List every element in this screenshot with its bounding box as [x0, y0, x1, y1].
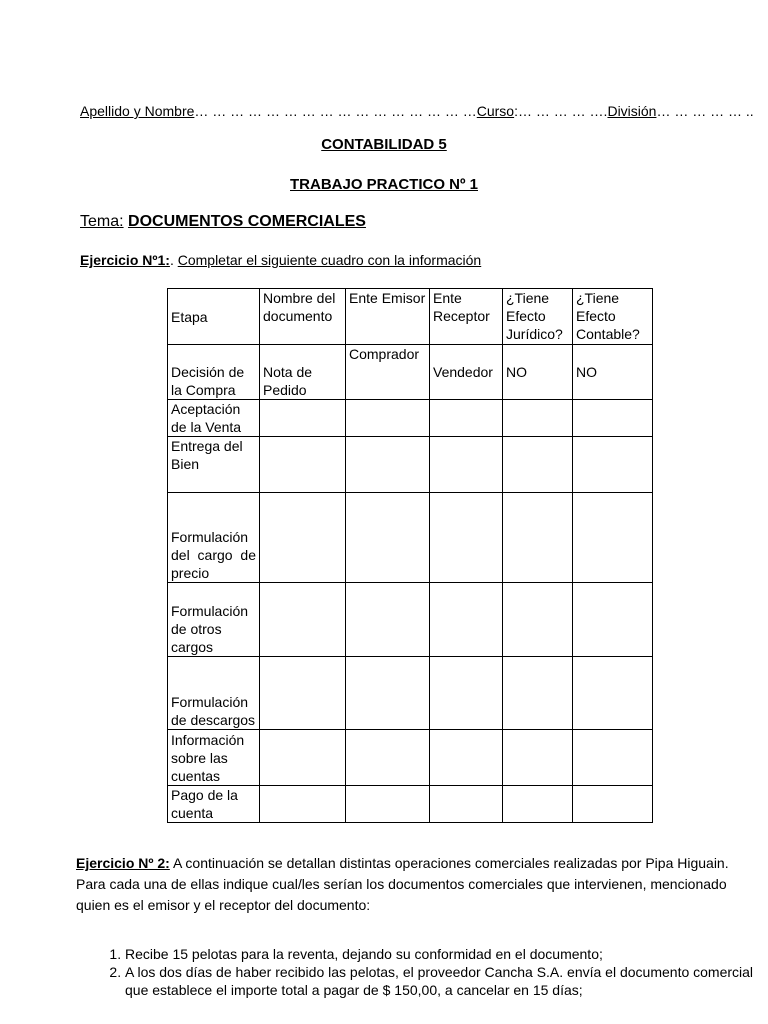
exercise-1-text: Completar el siguiente cuadro con la información: [177, 252, 482, 268]
table-cell[interactable]: [346, 583, 430, 657]
table-cell[interactable]: [430, 730, 503, 786]
name-blank: … … … … … … … … … … … … … … … …: [194, 103, 477, 119]
table-cell[interactable]: [346, 786, 430, 823]
table-cell[interactable]: [573, 493, 653, 583]
table-cell: Pago de la cuenta: [168, 786, 260, 823]
header-cell: Ente Receptor: [430, 289, 503, 345]
division-blank: … … … … … ..: [656, 103, 754, 119]
table-cell: Formulación de otros cargos: [168, 583, 260, 657]
table-cell[interactable]: [260, 400, 346, 437]
table-cell[interactable]: [260, 657, 346, 730]
table-row: [168, 437, 653, 493]
header-cell: ¿Tiene Efecto Jurídico?: [503, 289, 573, 345]
topic-value: DOCUMENTOS COMERCIALES: [128, 213, 366, 230]
curso-label: Curso: [476, 103, 515, 119]
table-cell[interactable]: [430, 583, 503, 657]
curso-blank: :… … … … ….: [514, 103, 608, 119]
table-cell[interactable]: [503, 400, 573, 437]
table-cell[interactable]: [573, 657, 653, 730]
table-cell[interactable]: [260, 493, 346, 583]
header-cell: ¿Tiene Efecto Contable?: [573, 289, 653, 345]
document-subtitle: TRABAJO PRACTICO Nº 1: [290, 176, 478, 193]
table-cell[interactable]: [260, 786, 346, 823]
list-item: 2. A los dos días de haber recibido las pelotas, el proveedor Cancha S.A. envía el documento comercial que establece el importe total a pagar de $ 150,00, a cancelar en 15 días;: [125, 963, 768, 999]
table-cell[interactable]: [430, 786, 503, 823]
table-row: [168, 730, 653, 786]
table-cell: Decisión de la Compra: [168, 345, 260, 400]
table-cell[interactable]: [503, 730, 573, 786]
topic-label: Tema:: [80, 213, 124, 230]
table-cell[interactable]: [503, 437, 573, 493]
topic-line: [80, 213, 366, 231]
table-row: [168, 583, 653, 657]
table-cell[interactable]: [260, 583, 346, 657]
table-cell[interactable]: [503, 786, 573, 823]
table-cell[interactable]: [430, 437, 503, 493]
table-cell[interactable]: [573, 583, 653, 657]
header-cell: Etapa: [168, 289, 260, 345]
header-cell: Nombre del documento: [260, 289, 346, 345]
exercise-1-heading: [80, 252, 481, 268]
table-cell: Información sobre las cuentas: [168, 730, 260, 786]
table-cell: Vendedor: [430, 345, 503, 400]
table-cell: Aceptación de la Venta: [168, 400, 260, 437]
table-cell[interactable]: [503, 657, 573, 730]
table-cell[interactable]: [573, 786, 653, 823]
exercise-2-text: A continuación se detallan distintas operaciones comerciales realizadas por Pipa Higuain. Para cada una de ellas indique cual/les serían los documentos comerciales que intervienen, mencionado quien es el emisor y el receptor del documento:: [76, 855, 729, 913]
table-cell[interactable]: [503, 493, 573, 583]
table-cell[interactable]: [346, 400, 430, 437]
table-cell: NO: [503, 345, 573, 400]
table-cell: Nota de Pedido: [260, 345, 346, 400]
name-label: Apellido y Nombre: [80, 103, 195, 119]
exercise-1-label: Ejercicio Nº1:: [80, 252, 170, 268]
table-cell[interactable]: [573, 730, 653, 786]
documents-table: [167, 288, 653, 823]
table-cell[interactable]: [430, 493, 503, 583]
table-cell[interactable]: [503, 583, 573, 657]
table-cell: Entrega del Bien: [168, 437, 260, 493]
table-cell[interactable]: [573, 400, 653, 437]
table-row: [168, 345, 653, 400]
table-cell[interactable]: [260, 730, 346, 786]
table-row: [168, 786, 653, 823]
table-row: [168, 657, 653, 730]
header-cell: Ente Emisor: [346, 289, 430, 345]
table-cell[interactable]: [430, 657, 503, 730]
table-cell[interactable]: [430, 400, 503, 437]
table-header-row: [168, 289, 653, 345]
table-cell[interactable]: [346, 437, 430, 493]
exercise-1-sep: .: [169, 252, 174, 268]
table-cell[interactable]: [346, 730, 430, 786]
division-label: División: [607, 103, 657, 119]
operations-list: [103, 945, 768, 999]
table-cell: Formulación del cargo de precio: [168, 493, 260, 583]
list-item: 1. Recibe 15 pelotas para la reventa, dejando su conformidad en el documento;: [125, 945, 768, 963]
table-cell: Comprador: [346, 345, 430, 400]
student-info-line: [80, 103, 754, 119]
table-cell[interactable]: [573, 437, 653, 493]
table-row: [168, 400, 653, 437]
table-cell[interactable]: [346, 493, 430, 583]
exercise-2-paragraph: [76, 853, 756, 916]
table-cell: NO: [573, 345, 653, 400]
document-title: CONTABILIDAD 5: [321, 136, 447, 153]
table-cell[interactable]: [260, 437, 346, 493]
exercise-2-label: Ejercicio Nº 2:: [76, 855, 170, 871]
table-cell[interactable]: [346, 657, 430, 730]
table-row: [168, 493, 653, 583]
table-cell: Formulación de descargos: [168, 657, 260, 730]
